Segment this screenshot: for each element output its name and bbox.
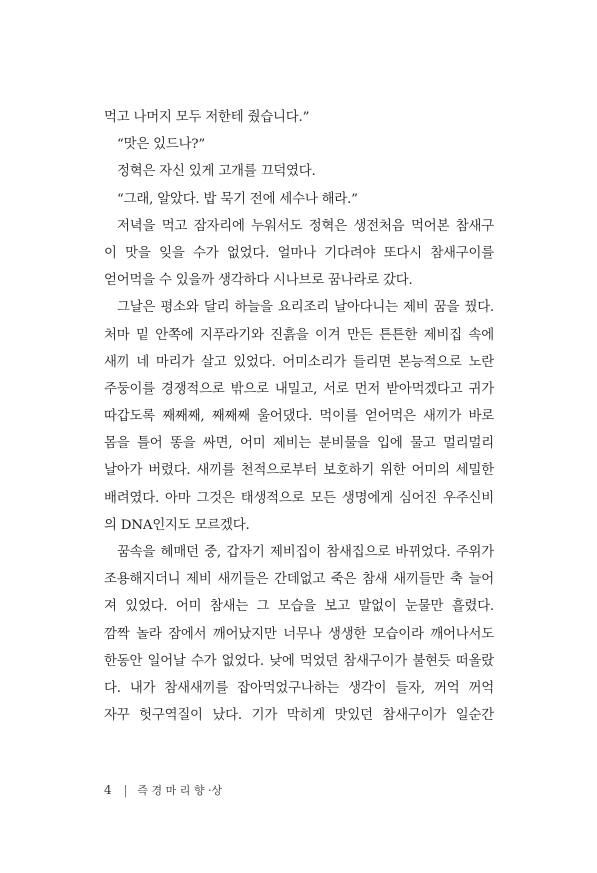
text-line: 몸을 틀어 똥을 싸면, 어미 제비는 분비물을 입에 물고 멀리멀리	[104, 436, 494, 452]
text-line: “그래, 알았다. 밥 묵기 전에 세수나 해라.”	[117, 191, 358, 207]
text-line: “맛은 있드나?”	[117, 137, 206, 153]
text-line: 져 있었다. 어미 참새는 그 모습을 보고 말없이 눈물만 흘렸다.	[104, 599, 494, 615]
text-line: 따갑도록 째째째, 째째째 울어댔다. 먹이를 얻어먹은 새끼가 바로	[104, 409, 494, 425]
footer-separator: |	[123, 783, 128, 797]
text-line: 깜짝 놀라 잠에서 깨어났지만 너무나 생생한 모습이라 깨어나서도	[104, 626, 494, 642]
text-line: 처마 밑 안쪽에 지푸라기와 진흙을 이겨 만든 튼튼한 제비집 속에	[104, 327, 494, 343]
body-text	[104, 104, 494, 729]
running-title: 즉 경 마 리 향 ·상	[137, 784, 223, 797]
text-line: 그날은 평소와 달리 하늘을 요리조리 날아다니는 제비 꿈을 꿨다.	[117, 300, 494, 316]
text-line: 의 DNA인지도 모르겠다.	[104, 517, 250, 533]
text-line: 주둥이를 경쟁적으로 밖으로 내밀고, 서로 먼저 받아먹겠다고 귀가	[104, 381, 494, 397]
text-line: 얻어먹을 수 있을까 생각하다 시나브로 꿈나라로 갔다.	[104, 273, 413, 289]
page-number: 4	[104, 783, 112, 797]
text-line: 조용해지더니 제비 새끼들은 간데없고 죽은 참새 새끼들만 축 늘어	[104, 572, 494, 588]
text-line: 저녁을 먹고 잠자리에 누워서도 정혁은 생전처음 먹어본 참새구	[117, 218, 494, 234]
text-line: 한동안 일어날 수가 없었다. 낮에 먹었던 참새구이가 불현듯 떠올랐	[104, 653, 494, 669]
text-line: 이 맛을 잊을 수가 없었다. 얼마나 기다려야 또다시 참새구이를	[104, 245, 494, 261]
text-line: 새끼 네 마리가 살고 있었다. 어미소리가 들리면 본능적으로 노란	[104, 354, 494, 370]
text-line: 배려였다. 아마 그것은 태생적으로 모든 생명에게 심어진 우주신비	[104, 490, 494, 506]
text-line: 꿈속을 헤매던 중, 갑자기 제비집이 참새집으로 바뀌었다. 주위가	[117, 545, 494, 560]
page-footer	[104, 782, 222, 799]
text-line: 먹고 나머지 모두 저한테 줬습니다.”	[104, 110, 310, 125]
text-line: 자꾸 헛구역질이 났다. 기가 막히게 맛있던 참새구이가 일순간	[104, 708, 494, 724]
text-line: 날아가 버렸다. 새끼를 천적으로부터 보호하기 위한 어미의 세밀한	[104, 463, 494, 479]
text-line: 다. 내가 참새새끼를 잡아먹었구나하는 생각이 들자, 꺼억 꺼억	[104, 680, 494, 696]
text-line: 정혁은 자신 있게 고개를 끄덕였다.	[117, 164, 316, 180]
